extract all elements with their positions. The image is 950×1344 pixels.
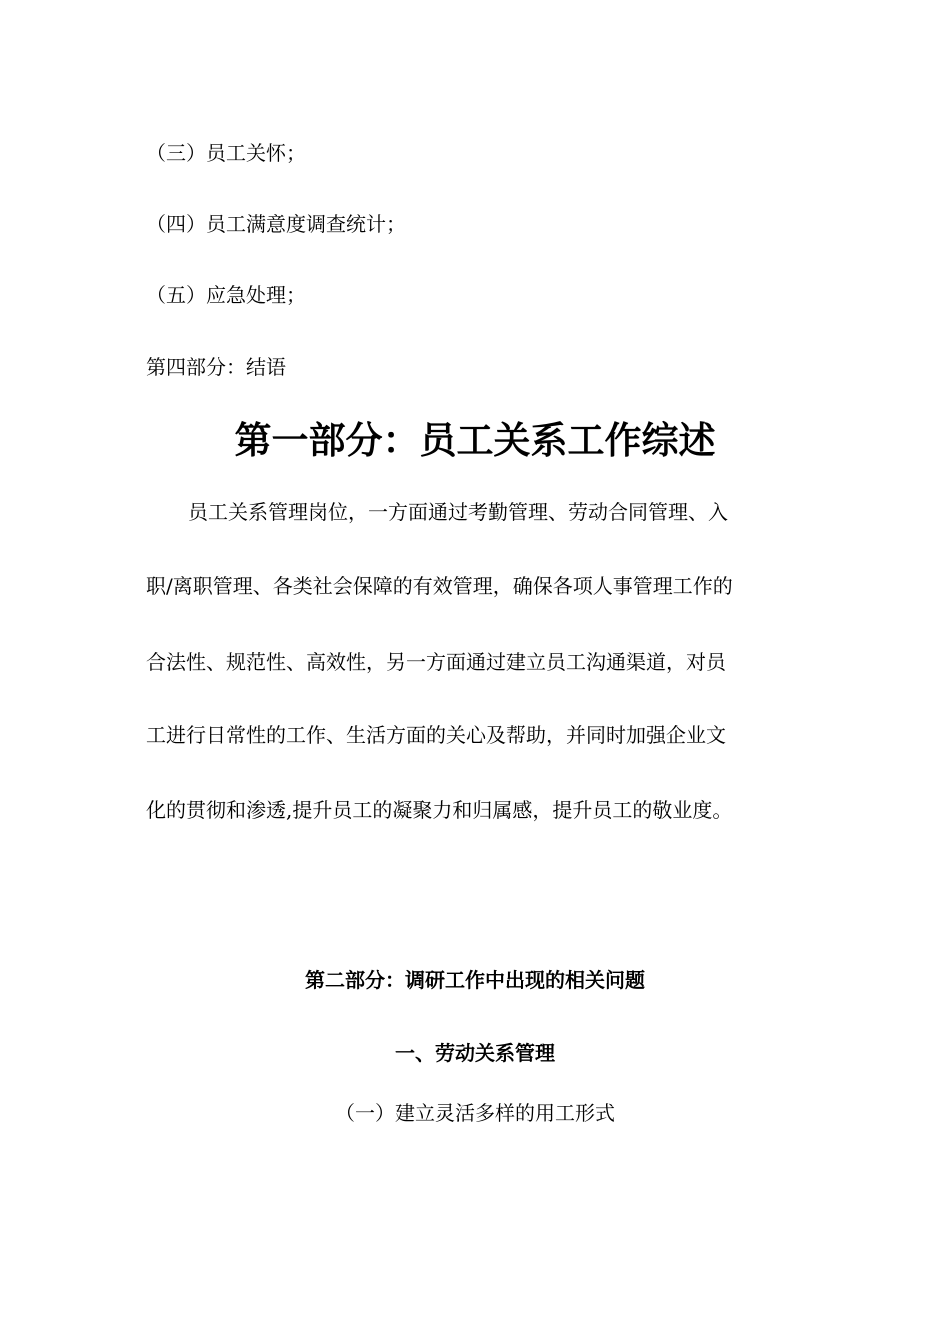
section2-heading: 第二部分：调研工作中出现的相关问题: [305, 968, 645, 992]
toc-item-emergency-handling: （五）应急处理；: [146, 283, 306, 307]
section1-heading: 第一部分：员工关系工作综述: [234, 418, 716, 462]
section2-subheading: 一、劳动关系管理: [395, 1041, 555, 1065]
toc-item-conclusion: 第四部分：结语: [146, 355, 286, 379]
section2-subsubheading: （一）建立灵活多样的用工形式: [335, 1101, 615, 1125]
section1-paragraph-line-4: 工进行日常性的工作、生活方面的关心及帮助，并同时加强企业文: [146, 723, 726, 747]
toc-item-employee-care: （三）员工关怀；: [146, 141, 306, 165]
section1-paragraph-line-1: 员工关系管理岗位，一方面通过考勤管理、劳动合同管理、入: [188, 500, 728, 524]
section1-paragraph-line-2: 职/离职管理、各类社会保障的有效管理，确保各项人事管理工作的: [146, 574, 733, 598]
section1-paragraph-line-3: 合法性、规范性、高效性，另一方面通过建立员工沟通渠道，对员: [146, 650, 726, 674]
toc-item-satisfaction-survey: （四）员工满意度调查统计；: [146, 212, 406, 236]
section1-paragraph-line-5: 化的贯彻和渗透,提升员工的凝聚力和归属感，提升员工的敬业度。: [146, 798, 733, 822]
